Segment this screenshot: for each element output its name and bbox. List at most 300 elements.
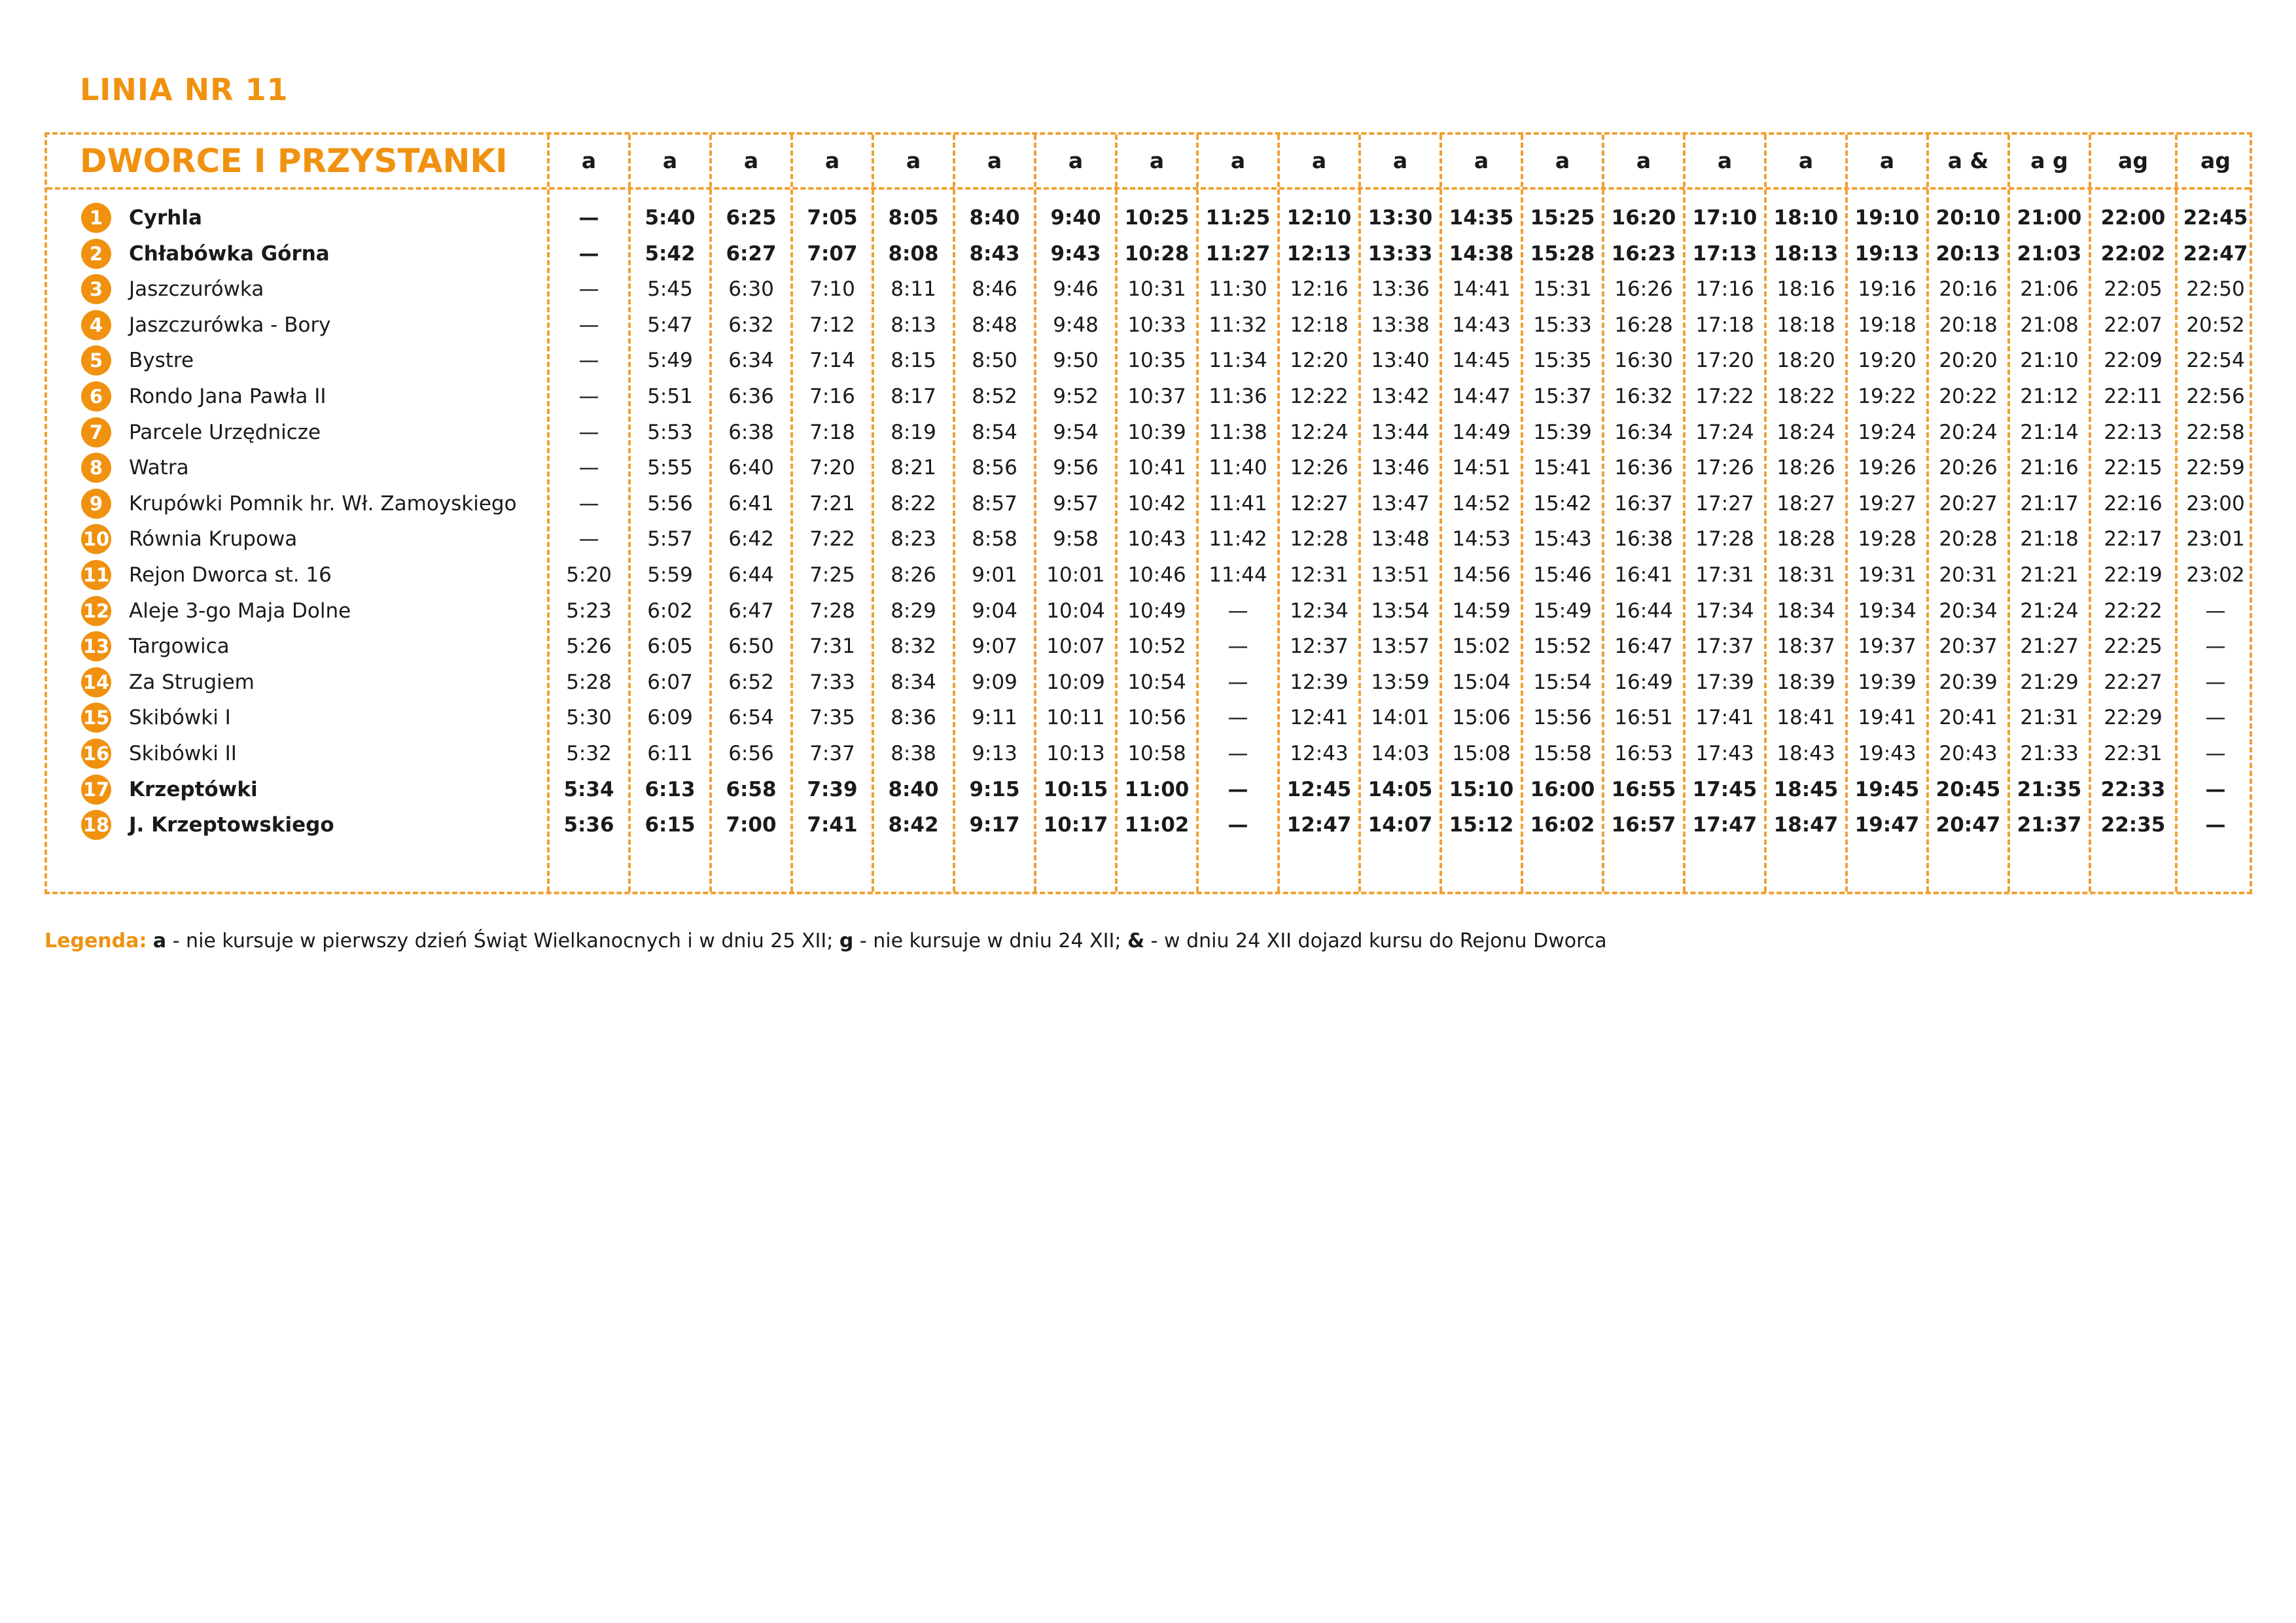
column-header: a	[1149, 148, 1165, 173]
timetable-row	[47, 629, 2250, 665]
departure-time: 17:28	[1695, 527, 1754, 551]
departure-time: 22:56	[2186, 385, 2245, 408]
departure-time: 21:17	[2020, 491, 2079, 515]
departure-time: 7:12	[809, 313, 855, 337]
column-header: a	[743, 148, 759, 173]
column-header: a	[906, 148, 921, 173]
departure-time: 22:16	[2104, 491, 2163, 515]
departure-time: 13:38	[1371, 313, 1430, 337]
departure-time: 16:36	[1614, 456, 1673, 480]
departure-time: 22:05	[2104, 277, 2163, 302]
departure-time: 20:45	[1935, 777, 2001, 801]
departure-time: 17:13	[1692, 241, 1757, 266]
stop-name: Cyrhla	[129, 206, 202, 230]
departure-time: 11:00	[1124, 777, 1190, 801]
departure-time: 6:05	[647, 635, 693, 659]
departure-time: 6:40	[728, 456, 774, 480]
stop-number-badge: 4	[81, 310, 111, 340]
departure-time: 10:25	[1124, 206, 1190, 230]
departure-time: 5:59	[647, 563, 693, 587]
departure-time: 9:13	[972, 742, 1017, 765]
departure-time: 19:20	[1858, 349, 1916, 373]
departure-time: 16:57	[1611, 813, 1676, 837]
departure-time: 20:20	[1939, 349, 1998, 373]
departure-time: 12:18	[1290, 313, 1349, 337]
departure-time: —	[2205, 635, 2226, 659]
departure-time: 21:12	[2020, 385, 2079, 408]
departure-time: 18:16	[1776, 277, 1835, 302]
timetable-row	[47, 772, 2250, 808]
departure-time: 9:04	[972, 599, 1017, 623]
departure-time: 21:06	[2020, 277, 2079, 302]
departure-time: 13:51	[1371, 563, 1430, 587]
departure-time: 22:35	[2100, 813, 2166, 837]
departure-time: 8:54	[972, 420, 1017, 444]
departure-time: 20:52	[2186, 313, 2245, 337]
departure-time: 8:42	[888, 813, 939, 837]
departure-time: 16:41	[1614, 563, 1673, 587]
departure-time: 6:54	[728, 706, 774, 730]
departure-time: 22:17	[2104, 527, 2163, 551]
departure-time: 9:52	[1053, 385, 1099, 408]
departure-time: 17:45	[1692, 777, 1757, 801]
departure-time: 13:36	[1371, 277, 1430, 302]
departure-time: 15:54	[1533, 670, 1592, 694]
departure-time: 6:09	[647, 706, 693, 730]
departure-time: 6:07	[647, 670, 693, 694]
departure-time: 22:58	[2186, 420, 2245, 444]
departure-time: 6:25	[726, 206, 777, 230]
departure-time: 15:41	[1533, 456, 1592, 480]
departure-time: 14:41	[1452, 277, 1511, 302]
departure-time: 18:43	[1776, 742, 1835, 765]
departure-time: 11:42	[1209, 527, 1267, 551]
departure-time: 16:55	[1611, 777, 1676, 801]
departure-time: 22:29	[2104, 706, 2163, 730]
departure-time: 14:43	[1452, 313, 1511, 337]
departure-time: 12:16	[1290, 277, 1349, 302]
departure-time: 11:32	[1209, 313, 1267, 337]
departure-time: 17:22	[1695, 385, 1754, 408]
departure-time: 6:56	[728, 742, 774, 765]
departure-time: 21:16	[2020, 456, 2079, 480]
stop-number-badge: 3	[81, 274, 111, 304]
departure-time: 10:42	[1127, 491, 1186, 515]
legend-text: - nie kursuje w dniu 24 XII;	[853, 930, 1127, 952]
departure-time: 15:31	[1533, 277, 1592, 302]
departure-time: 12:10	[1286, 206, 1352, 230]
departure-time: 10:49	[1127, 599, 1186, 623]
departure-time: —	[578, 349, 599, 373]
departure-time: 6:11	[647, 742, 693, 765]
departure-time: 17:31	[1695, 563, 1754, 587]
departure-time: 21:37	[2017, 813, 2082, 837]
legend-symbol: g	[839, 930, 854, 952]
departure-time: 9:07	[972, 635, 1017, 659]
departure-time: 5:55	[647, 456, 693, 480]
timetable-row	[47, 379, 2250, 415]
stop-name: Watra	[129, 456, 189, 480]
departure-time: 7:10	[809, 277, 855, 302]
departure-time: —	[578, 527, 599, 551]
departure-time: 10:31	[1127, 277, 1186, 302]
departure-time: 20:10	[1935, 206, 2001, 230]
departure-time: 17:37	[1695, 635, 1754, 659]
departure-time: 7:41	[807, 813, 858, 837]
departure-time: 8:11	[891, 277, 936, 302]
departure-time: 22:45	[2183, 206, 2248, 230]
departure-time: 15:25	[1530, 206, 1595, 230]
departure-time: 15:39	[1533, 420, 1592, 444]
departure-time: 7:22	[809, 527, 855, 551]
departure-time: 21:33	[2020, 742, 2079, 765]
departure-time: 22:13	[2104, 420, 2163, 444]
column-header: a	[581, 148, 597, 173]
departure-time: —	[578, 456, 599, 480]
departure-time: 8:19	[891, 420, 936, 444]
column-header: ag	[2118, 148, 2148, 173]
legend-symbol: a	[152, 930, 167, 952]
departure-time: 16:49	[1614, 670, 1673, 694]
departure-time: 8:15	[891, 349, 936, 373]
column-header: a	[1555, 148, 1570, 173]
departure-time: 9:01	[972, 563, 1017, 587]
departure-time: —	[2205, 777, 2226, 801]
departure-time: —	[2205, 670, 2226, 694]
departure-time: 7:21	[809, 491, 855, 515]
departure-time: 16:38	[1614, 527, 1673, 551]
departure-time: —	[578, 277, 599, 302]
timetable-row	[47, 521, 2250, 557]
departure-time: 7:18	[809, 420, 855, 444]
departure-time: 16:23	[1611, 241, 1676, 266]
departure-time: 6:58	[726, 777, 777, 801]
departure-time: 9:57	[1053, 491, 1099, 515]
stop-name: Za Strugiem	[129, 670, 255, 694]
departure-time: 18:13	[1773, 241, 1839, 266]
departure-time: 9:56	[1053, 456, 1099, 480]
departure-time: 7:00	[726, 813, 777, 837]
departure-time: 22:02	[2100, 241, 2166, 266]
departure-time: —	[2205, 813, 2226, 837]
departure-time: 5:23	[566, 599, 612, 623]
departure-time: 12:24	[1290, 420, 1349, 444]
departure-time: 9:43	[1050, 241, 1101, 266]
departure-time: 7:07	[807, 241, 858, 266]
departure-time: 17:26	[1695, 456, 1754, 480]
departure-time: 8:23	[891, 527, 936, 551]
departure-time: 22:15	[2104, 456, 2163, 480]
column-header: a	[1311, 148, 1327, 173]
departure-time: 23:00	[2186, 491, 2245, 515]
departure-time: 20:31	[1939, 563, 1998, 587]
departure-time: 11:27	[1205, 241, 1271, 266]
departure-time: 22:25	[2104, 635, 2163, 659]
column-header: a	[824, 148, 840, 173]
departure-time: 10:56	[1127, 706, 1186, 730]
departure-time: 6:47	[728, 599, 774, 623]
departure-time: 9:46	[1053, 277, 1099, 302]
stop-number-badge: 15	[81, 703, 111, 733]
departure-time: 6:52	[728, 670, 774, 694]
departure-time: 16:34	[1614, 420, 1673, 444]
stop-number-badge: 1	[81, 203, 111, 233]
departure-time: 22:19	[2104, 563, 2163, 587]
departure-time: 19:10	[1854, 206, 1920, 230]
departure-time: 11:41	[1209, 491, 1267, 515]
column-header: a g	[2030, 148, 2068, 173]
departure-time: 5:20	[566, 563, 612, 587]
stop-name: Jaszczurówka	[129, 277, 264, 302]
timetable	[44, 132, 2252, 894]
departure-time: 19:45	[1854, 777, 1920, 801]
timetable-row	[47, 807, 2250, 843]
departure-time: 11:02	[1124, 813, 1190, 837]
departure-time: 22:22	[2104, 599, 2163, 623]
departure-time: 8:17	[891, 385, 936, 408]
departure-time: 13:30	[1368, 206, 1433, 230]
column-header: a	[1798, 148, 1814, 173]
departure-time: 18:47	[1773, 813, 1839, 837]
departure-time: 6:27	[726, 241, 777, 266]
departure-time: 8:36	[891, 706, 936, 730]
departure-time: 9:11	[972, 706, 1017, 730]
departure-time: 14:49	[1452, 420, 1511, 444]
departure-time: 5:57	[647, 527, 693, 551]
departure-time: 23:02	[2186, 563, 2245, 587]
departure-time: 10:17	[1043, 813, 1108, 837]
departure-time: 14:35	[1449, 206, 1514, 230]
stop-name: Skibówki I	[129, 706, 231, 730]
departure-time: 18:22	[1776, 385, 1835, 408]
departure-time: 11:36	[1209, 385, 1267, 408]
legend-symbol: &	[1127, 930, 1145, 952]
departure-time: 17:16	[1695, 277, 1754, 302]
departure-time: 19:24	[1858, 420, 1916, 444]
departure-time: 18:31	[1776, 563, 1835, 587]
stop-name: Targowica	[129, 635, 230, 659]
departure-time: 16:02	[1530, 813, 1595, 837]
departure-time: 20:16	[1939, 277, 1998, 302]
departure-time: 10:01	[1046, 563, 1105, 587]
departure-time: 15:43	[1533, 527, 1592, 551]
departure-time: 8:58	[972, 527, 1017, 551]
departure-time: 17:41	[1695, 706, 1754, 730]
departure-time: 18:27	[1776, 491, 1835, 515]
departure-time: 8:56	[972, 456, 1017, 480]
departure-time: 22:07	[2104, 313, 2163, 337]
departure-time: 18:39	[1776, 670, 1835, 694]
departure-time: 16:28	[1614, 313, 1673, 337]
departure-time: 10:33	[1127, 313, 1186, 337]
legend-text: - nie kursuje w pierwszy dzień Świąt Wielkanocnych i w dniu 25 XII;	[166, 930, 839, 952]
departure-time: 13:59	[1371, 670, 1430, 694]
departure-time: 8:52	[972, 385, 1017, 408]
departure-time: 9:54	[1053, 420, 1099, 444]
departure-time: 8:13	[891, 313, 936, 337]
departure-time: 20:43	[1939, 742, 1998, 765]
column-header: a	[1474, 148, 1489, 173]
departure-time: 22:31	[2104, 742, 2163, 765]
departure-time: 9:15	[969, 777, 1020, 801]
departure-time: 5:32	[566, 742, 612, 765]
departure-time: 21:21	[2020, 563, 2079, 587]
departure-time: 15:37	[1533, 385, 1592, 408]
departure-time: 16:37	[1614, 491, 1673, 515]
departure-time: 20:28	[1939, 527, 1998, 551]
departure-time: 9:50	[1053, 349, 1099, 373]
departure-time: 16:44	[1614, 599, 1673, 623]
departure-time: 21:35	[2017, 777, 2082, 801]
departure-time: 8:08	[888, 241, 939, 266]
timetable-row	[47, 415, 2250, 451]
departure-time: 21:03	[2017, 241, 2082, 266]
departure-time: 8:43	[969, 241, 1020, 266]
stop-number-badge: 14	[81, 667, 111, 697]
departure-time: 19:39	[1858, 670, 1916, 694]
timetable-row	[47, 200, 2250, 236]
stop-number-badge: 2	[81, 239, 111, 269]
departure-time: 15:35	[1533, 349, 1592, 373]
departure-time: 20:41	[1939, 706, 1998, 730]
departure-time: 15:33	[1533, 313, 1592, 337]
timetable-row	[47, 307, 2250, 343]
departure-time: —	[578, 385, 599, 408]
departure-time: 14:52	[1452, 491, 1511, 515]
departure-time: 15:56	[1533, 706, 1592, 730]
departure-time: 14:56	[1452, 563, 1511, 587]
departure-time: 20:37	[1939, 635, 1998, 659]
departure-time: 15:46	[1533, 563, 1592, 587]
departure-time: 12:43	[1290, 742, 1349, 765]
departure-time: 22:59	[2186, 456, 2245, 480]
timetable-row	[47, 236, 2250, 272]
departure-time: 18:26	[1776, 456, 1835, 480]
departure-time: 10:37	[1127, 385, 1186, 408]
departure-time: 10:52	[1127, 635, 1186, 659]
stop-name: Jaszczurówka - Bory	[129, 313, 331, 337]
departure-time: —	[1227, 706, 1248, 730]
column-header: a &	[1947, 148, 1989, 173]
departure-time: 20:26	[1939, 456, 1998, 480]
departure-time: 5:56	[647, 491, 693, 515]
departure-time: 7:39	[807, 777, 858, 801]
departure-time: 13:46	[1371, 456, 1430, 480]
departure-time: 10:46	[1127, 563, 1186, 587]
departure-time: 19:16	[1858, 277, 1916, 302]
stop-name: Równia Krupowa	[129, 527, 298, 551]
departure-time: 15:58	[1533, 742, 1592, 765]
departure-time: 22:27	[2104, 670, 2163, 694]
departure-time: 18:45	[1773, 777, 1839, 801]
column-header: a	[1068, 148, 1084, 173]
departure-time: 8:57	[972, 491, 1017, 515]
departure-time: —	[1227, 813, 1248, 837]
departure-time: 20:34	[1939, 599, 1998, 623]
departure-time: 22:47	[2183, 241, 2248, 266]
stop-name: Rondo Jana Pawła II	[129, 385, 327, 408]
departure-time: —	[2205, 706, 2226, 730]
departure-time: 6:02	[647, 599, 693, 623]
timetable-row	[47, 736, 2250, 772]
departure-time: 16:51	[1614, 706, 1673, 730]
departure-time: 17:43	[1695, 742, 1754, 765]
stop-number-badge: 17	[81, 775, 111, 805]
departure-time: 18:34	[1776, 599, 1835, 623]
departure-time: 19:26	[1858, 456, 1916, 480]
departure-time: 12:31	[1290, 563, 1349, 587]
stop-number-badge: 7	[81, 417, 111, 447]
departure-time: 8:46	[972, 277, 1017, 302]
departure-time: 5:51	[647, 385, 693, 408]
departure-time: 15:02	[1452, 635, 1511, 659]
departure-time: 19:41	[1858, 706, 1916, 730]
header-divider	[47, 187, 2250, 190]
departure-time: 14:01	[1371, 706, 1430, 730]
departure-time: 5:53	[647, 420, 693, 444]
departure-time: 12:27	[1290, 491, 1349, 515]
page-title: LINIA NR 11	[80, 72, 289, 107]
departure-time: 20:47	[1935, 813, 2001, 837]
departure-time: 8:26	[891, 563, 936, 587]
stops-column-header: DWORCE I PRZYSTANKI	[80, 142, 508, 180]
stop-name: Krupówki Pomnik hr. Wł. Zamoyskiego	[129, 491, 517, 515]
departure-time: 15:04	[1452, 670, 1511, 694]
stop-number-badge: 9	[81, 489, 111, 519]
departure-time: 12:47	[1286, 813, 1352, 837]
departure-time: 9:09	[972, 670, 1017, 694]
stop-name: J. Krzeptowskiego	[129, 813, 334, 837]
departure-time: 12:34	[1290, 599, 1349, 623]
column-header: a	[662, 148, 678, 173]
departure-time: 8:38	[891, 742, 936, 765]
stop-number-badge: 13	[81, 631, 111, 661]
departure-time: 6:50	[728, 635, 774, 659]
stop-name: Krzeptówki	[129, 777, 258, 801]
departure-time: —	[1227, 670, 1248, 694]
departure-time: 5:26	[566, 635, 612, 659]
departure-time: 6:38	[728, 420, 774, 444]
departure-time: 12:28	[1290, 527, 1349, 551]
departure-time: 7:05	[807, 206, 858, 230]
departure-time: 19:18	[1858, 313, 1916, 337]
departure-time: 10:35	[1127, 349, 1186, 373]
departure-time: 8:05	[888, 206, 939, 230]
departure-time: 5:36	[563, 813, 614, 837]
departure-time: 22:09	[2104, 349, 2163, 373]
departure-time: 22:33	[2100, 777, 2166, 801]
departure-time: 12:39	[1290, 670, 1349, 694]
departure-time: —	[1227, 599, 1248, 623]
departure-time: 18:10	[1773, 206, 1839, 230]
departure-time: 10:13	[1046, 742, 1105, 765]
departure-time: 19:31	[1858, 563, 1916, 587]
stop-number-badge: 6	[81, 381, 111, 411]
column-header: a	[1230, 148, 1246, 173]
stop-number-badge: 18	[81, 810, 111, 840]
departure-time: 14:59	[1452, 599, 1511, 623]
departure-time: 21:10	[2020, 349, 2079, 373]
departure-time: —	[578, 313, 599, 337]
departure-time: 10:54	[1127, 670, 1186, 694]
departure-time: 5:34	[563, 777, 614, 801]
departure-time: 9:17	[969, 813, 1020, 837]
departure-time: 21:24	[2020, 599, 2079, 623]
departure-time: 8:22	[891, 491, 936, 515]
departure-time: 5:45	[647, 277, 693, 302]
departure-time: 19:34	[1858, 599, 1916, 623]
departure-time: 7:33	[809, 670, 855, 694]
